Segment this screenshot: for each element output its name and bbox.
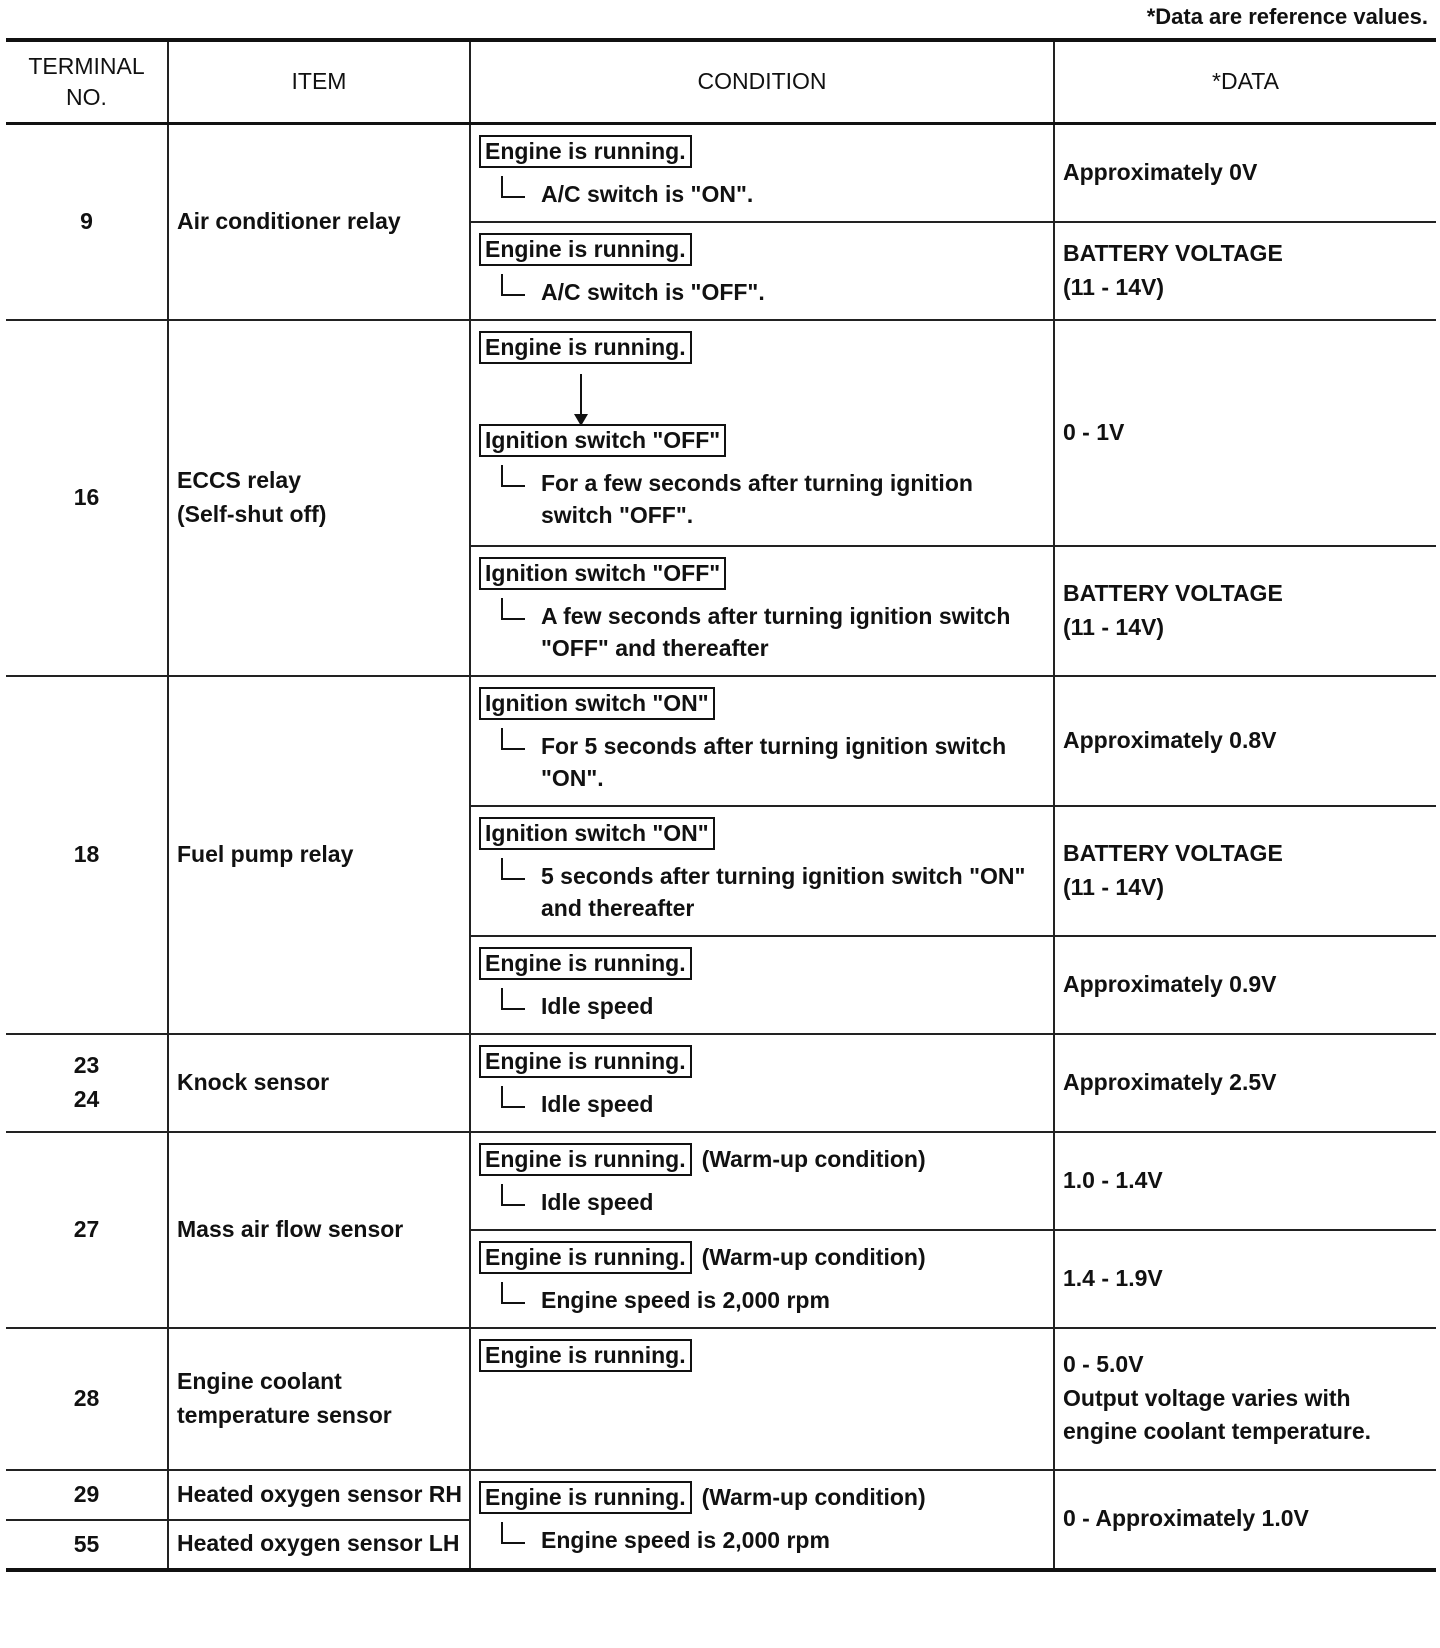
condition-note: (Warm-up condition): [701, 1243, 926, 1270]
header-condition: CONDITION: [470, 40, 1054, 124]
terminal-number: 18: [6, 676, 168, 1034]
condition-box: Engine is running.: [479, 1481, 692, 1514]
condition-box: Ignition switch "OFF": [479, 557, 726, 590]
condition-cell: [470, 1328, 1054, 1470]
data-value: BATTERY VOLTAGE (11 - 14V): [1054, 546, 1436, 676]
header-data: *DATA: [1054, 40, 1436, 124]
condition-box: Engine is running.: [479, 1241, 692, 1274]
table-row: [6, 1132, 1436, 1230]
condition-box: Ignition switch "ON": [479, 817, 715, 850]
data-value: BATTERY VOLTAGE (11 - 14V): [1054, 806, 1436, 936]
data-value: 0 - Approximately 1.0V: [1054, 1470, 1436, 1570]
condition-cell: [470, 806, 1054, 936]
condition-detail: A/C switch is "ON".: [479, 178, 1045, 210]
item-name: ECCS relay (Self-shut off): [168, 320, 470, 676]
terminal-number: 27: [6, 1132, 168, 1328]
condition-box: Engine is running.: [479, 135, 692, 168]
condition-detail: Idle speed: [479, 1186, 1045, 1218]
condition-note: (Warm-up condition): [701, 1483, 926, 1510]
item-name: Mass air flow sensor: [168, 1132, 470, 1328]
item-name: Heated oxygen sensor RH: [168, 1470, 470, 1520]
data-value: BATTERY VOLTAGE (11 - 14V): [1054, 222, 1436, 320]
data-value: Approximately 0.9V: [1054, 936, 1436, 1034]
terminal-number: 29: [6, 1470, 168, 1520]
condition-detail: Idle speed: [479, 1088, 1045, 1120]
item-name: Fuel pump relay: [168, 676, 470, 1034]
terminal-data-table: [6, 38, 1436, 1572]
item-name: Heated oxygen sensor LH: [168, 1520, 470, 1570]
terminal-number: 28: [6, 1328, 168, 1470]
header-row: [6, 40, 1436, 124]
condition-box: Engine is running.: [479, 947, 692, 980]
table-row: [6, 1328, 1436, 1470]
condition-box: Ignition switch "ON": [479, 687, 715, 720]
data-value: 1.4 - 1.9V: [1054, 1230, 1436, 1328]
condition-detail: Engine speed is 2,000 rpm: [479, 1284, 1045, 1316]
condition-box: Engine is running.: [479, 331, 692, 364]
table-row: [6, 1034, 1436, 1132]
condition-detail: For 5 seconds after turning ignition switch "ON".: [479, 730, 1045, 794]
condition-box: Ignition switch "OFF": [479, 424, 726, 457]
condition-detail: Idle speed: [479, 990, 1045, 1022]
terminal-number: 9: [6, 124, 168, 320]
condition-cell: [470, 676, 1054, 806]
condition-detail: A/C switch is "OFF".: [479, 276, 1045, 308]
condition-detail: For a few seconds after turning ignition switch "OFF".: [479, 467, 1045, 531]
header-terminal: TERMINAL NO.: [6, 40, 168, 124]
condition-detail: 5 seconds after turning ignition switch "ON" and thereafter: [479, 860, 1045, 924]
data-value: 0 - 5.0V Output voltage varies with engine coolant temperature.: [1054, 1328, 1436, 1470]
item-name: Engine coolant temperature sensor: [168, 1328, 470, 1470]
condition-cell: [470, 1034, 1054, 1132]
condition-box: Engine is running.: [479, 1339, 692, 1372]
data-value: 1.0 - 1.4V: [1054, 1132, 1436, 1230]
table-row: [6, 676, 1436, 806]
condition-box: Engine is running.: [479, 233, 692, 266]
condition-detail: A few seconds after turning ignition switch "OFF" and thereafter: [479, 600, 1045, 664]
condition-cell: [470, 1230, 1054, 1328]
table-row: [6, 1470, 1436, 1520]
data-value: 0 - 1V: [1054, 320, 1436, 546]
data-value: Approximately 0V: [1054, 124, 1436, 222]
terminal-number: 55: [6, 1520, 168, 1570]
terminal-number: 16: [6, 320, 168, 676]
condition-box: Engine is running.: [479, 1143, 692, 1176]
down-arrow-icon: [479, 364, 1045, 424]
condition-cell: [470, 124, 1054, 222]
reference-note: *Data are reference values.: [1146, 4, 1428, 29]
condition-detail: Engine speed is 2,000 rpm: [479, 1524, 1045, 1556]
terminal-number: 23 24: [6, 1034, 168, 1132]
item-name: Air conditioner relay: [168, 124, 470, 320]
condition-cell: [470, 320, 1054, 546]
condition-cell: [470, 1470, 1054, 1570]
data-value: Approximately 2.5V: [1054, 1034, 1436, 1132]
condition-cell: [470, 1132, 1054, 1230]
condition-cell: [470, 936, 1054, 1034]
condition-cell: [470, 546, 1054, 676]
table-row: [6, 124, 1436, 222]
data-value: Approximately 0.8V: [1054, 676, 1436, 806]
header-item: ITEM: [168, 40, 470, 124]
condition-note: (Warm-up condition): [701, 1145, 926, 1172]
table-row: [6, 320, 1436, 546]
condition-cell: [470, 222, 1054, 320]
item-name: Knock sensor: [168, 1034, 470, 1132]
condition-box: Engine is running.: [479, 1045, 692, 1078]
